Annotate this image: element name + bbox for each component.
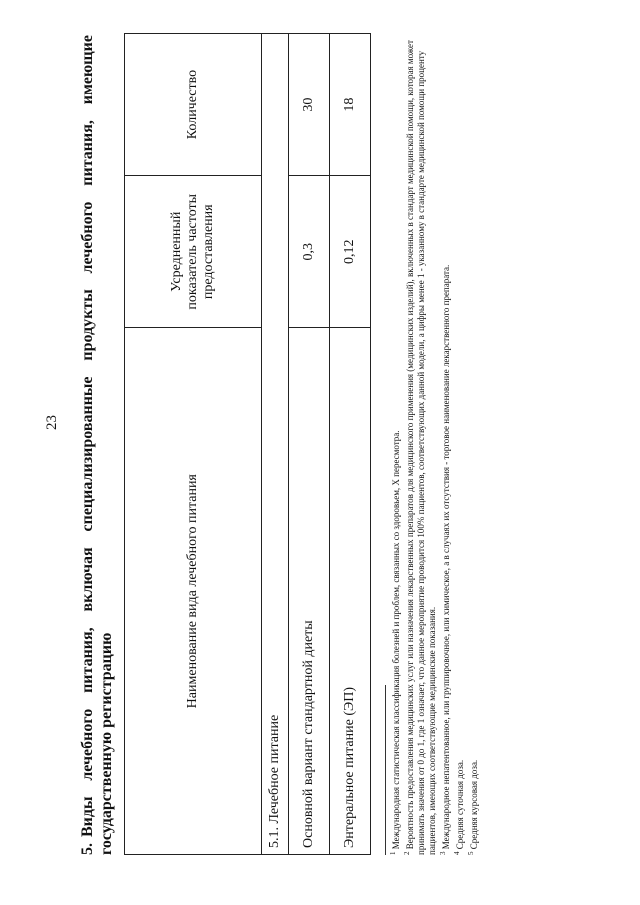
row-name: Основной вариант стандартной диеты	[289, 328, 330, 855]
footnote-mark: 2	[403, 851, 411, 855]
page-number: 23	[44, 415, 60, 430]
header-quantity: Количество	[125, 34, 262, 176]
footnote-text: Средняя суточная доза.	[455, 759, 465, 850]
rotated-page-content	[78, 35, 479, 855]
footnote	[402, 35, 438, 855]
footnote	[438, 35, 452, 855]
footnote-mark: 4	[453, 851, 461, 855]
header-frequency: Усредненный показатель частоты предоставления	[125, 176, 262, 328]
table-section-row	[262, 34, 289, 855]
table-row	[330, 34, 371, 855]
footnote-text: Международная статистическая классификация болезней и проблем, связанных со здоровьем, X пересмотра.	[391, 430, 401, 850]
footnote	[452, 35, 466, 855]
footnote-mark: 1	[389, 851, 397, 855]
table-row	[289, 34, 330, 855]
footnote-text: Вероятность предоставления медицинских услуг или назначения лекарственных препаратов для медицинского применения (медицинских изделий), включенных в стандарт медицинской помощи, которая может принимать значения от 0 до 1, где 1 означает, что данное мероприятие проводится 100% пациентов, соответствующих данной модели, а цифры менее 1 - указанному в стандарте медицинской помощи проценту пациентов, имеющих соответствующие медицинские показания.	[405, 40, 437, 855]
footnote-divider	[385, 685, 386, 855]
footnote	[388, 35, 402, 855]
footnotes	[385, 35, 480, 855]
footnote-text: Средняя курсовая доза.	[469, 759, 479, 850]
footnote-text: Международное непатентованное, или группировочное, или химическое, а в случаях их отсутствия - торговое наименование лекарственного препарата.	[441, 264, 451, 850]
footnote	[466, 35, 480, 855]
row-frequency: 0,3	[289, 176, 330, 328]
row-quantity: 18	[330, 34, 371, 176]
table-header-row	[125, 34, 262, 855]
footnote-mark: 3	[439, 851, 447, 855]
section-heading	[78, 35, 116, 855]
section-heading-text: Виды лечебного питания, включая специализированные продукты лечебного питания, имеющие государственную регистрацию	[79, 35, 115, 855]
section-number: 5.	[79, 843, 96, 855]
row-name: Энтеральное питание (ЭП)	[330, 328, 371, 855]
section-label: 5.1. Лечебное питание	[262, 34, 289, 855]
header-name: Наименование вида лечебного питания	[125, 328, 262, 855]
footnote-mark: 5	[467, 851, 475, 855]
row-quantity: 30	[289, 34, 330, 176]
nutrition-table	[124, 33, 371, 855]
row-frequency: 0,12	[330, 176, 371, 328]
